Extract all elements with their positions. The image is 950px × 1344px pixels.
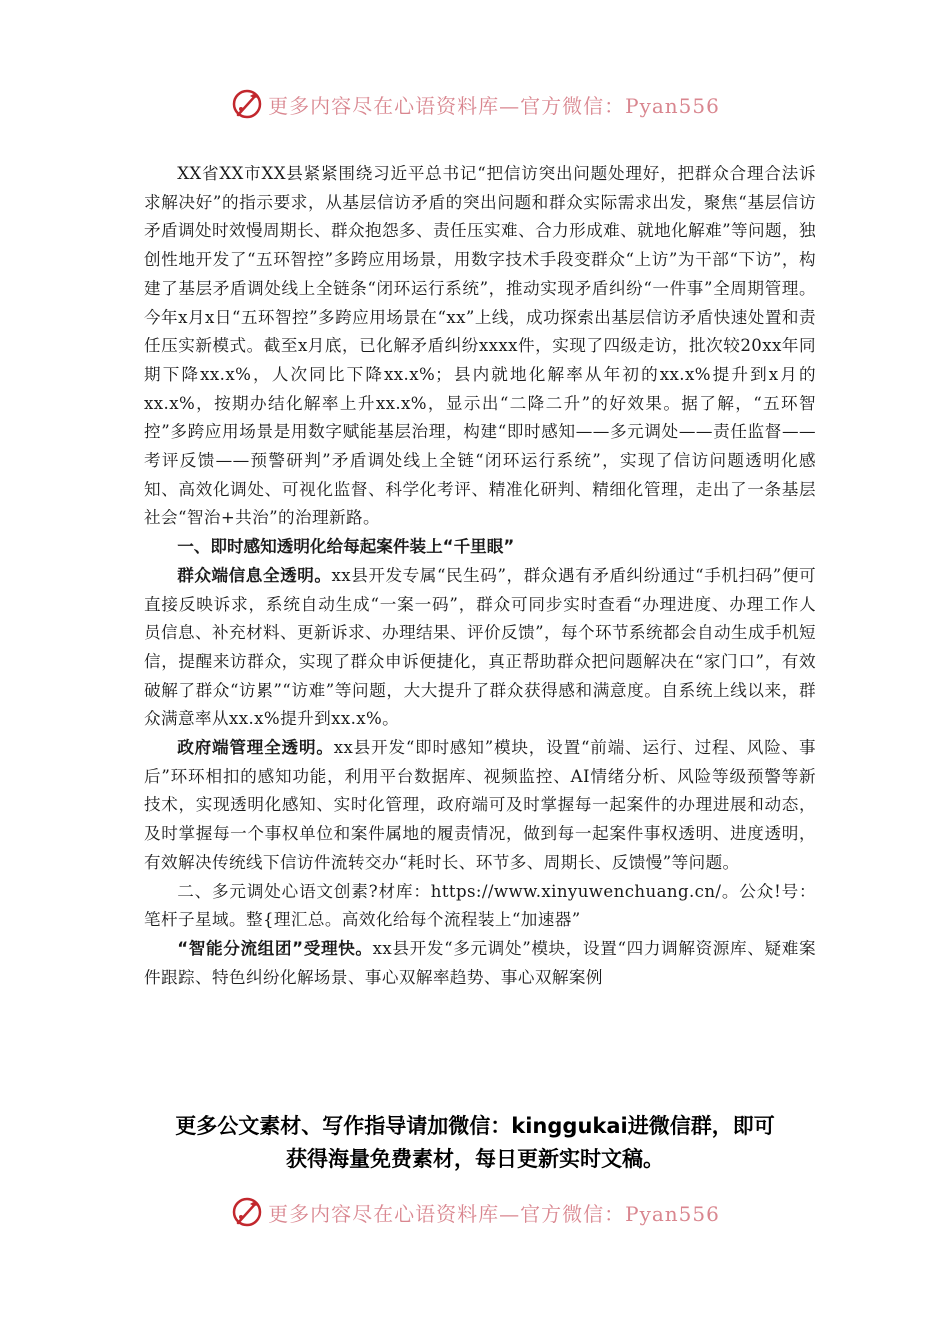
footer-watermark-banner — [0, 1190, 950, 1234]
banner-text: 更多内容尽在心语资料库—官方微信：Pyan556 — [268, 1201, 720, 1226]
section-heading-2: 二、多元调处心语文创素?材库：https://www.xinyuwenchuang.cn/。公众!号：笔杆子星域。整{理汇总。高效化给每个流程装上“加速器” — [144, 881, 816, 930]
pen-logo-icon — [230, 1195, 264, 1229]
section-heading-1: 一、即时感知透明化给每起案件装上“千里眼” — [177, 537, 515, 557]
promo-notice — [0, 1110, 950, 1176]
banner-text: 更多内容尽在心语资料库—官方微信：Pyan556 — [268, 93, 720, 118]
promo-line-1: 更多公文素材、写作指导请加微信：kinggukai进微信群，即可 — [175, 1114, 775, 1138]
paragraph-lead: 政府端管理全透明。 — [177, 738, 334, 758]
paragraph-citizen-side — [144, 562, 816, 734]
paragraph-smart-routing — [144, 935, 816, 992]
paragraph-body: xx县开发“多元调处”模块，设置“四力调解资源库、疑难案件跟踪、特色纠纷化解场景、事心双解率趋势、事心双解案例 — [144, 938, 816, 987]
header-watermark-banner — [0, 82, 950, 126]
paragraph-lead: 群众端信息全透明。 — [177, 565, 332, 585]
paragraph-lead: “智能分流组团”受理快。 — [177, 938, 373, 958]
pen-logo-icon — [230, 87, 264, 121]
paragraph-government-side — [144, 734, 816, 878]
promo-line-2: 获得海量免费素材，每日更新实时文稿。 — [286, 1147, 664, 1171]
paragraph-body: xx县开发“即时感知”模块，设置“前端、运行、过程、风险、事后”环环相扣的感知功能，利用平台数据库、视频监控、AI情绪分析、风险等级预警等新技术，实现透明化感知、实时化管理，政府端可及时掌握每一起案件的办理进展和动态，及时掌握每一个事权单位和案件属地的履责情况，做到每一起案件事权透明、进度透明，有效解决传统线下信访件流转交办“耗时长、环节多、周期长、反馈慢”等问题。 — [144, 738, 816, 872]
intro-paragraph: XX省XX市XX县紧紧围绕习近平总书记“把信访突出问题处理好，把群众合理合法诉求解决好”的指示要求，从基层信访矛盾的突出问题和群众实际需求出发，聚焦“基层信访矛盾调处时效慢周期长、群众抱怨多、责任压实难、合力形成难、就地化解难”等问题，独创性地开发了“五环智控”多跨应用场景，用数字技术手段变群众“上访”为干部“下访”，构建了基层矛盾调处线上全链条“闭环运行系统”，推动实现矛盾纠纷“一件事”全周期管理。今年x月x日“五环智控”多跨应用场景在“xx”上线，成功探索出基层信访矛盾快速处置和责任压实新模式。截至x月底，已化解矛盾纠纷xxxx件，实现了四级走访，批次较20xx年同期下降xx.x%，人次同比下降xx.x%；县内就地化解率从年初的xx.x%提升到x月的xx.x%，按期办结化解率上升xx.x%，显示出“二降二升”的好效果。据了解，“五环智控”多跨应用场景是用数字赋能基层治理，构建“即时感知——多元调处——责任监督——考评反馈——预警研判”矛盾调处线上全链“闭环运行系统”，实现了信访问题透明化感知、高效化调处、可视化监督、科学化考评、精准化研判、精细化管理，走出了一条基层社会“智治+共治”的治理新路。 — [144, 164, 816, 528]
document-body — [144, 160, 816, 992]
paragraph-body: xx县开发专属“民生码”，群众遇有矛盾纠纷通过“手机扫码”便可直接反映诉求，系统自动生成“一案一码”，群众可同步实时查看“办理进度、办理工作人员信息、补充材料、更新诉求、办理结果、评价反馈”，每个环节系统都会自动生成手机短信，提醒来访群众，实现了群众申诉便捷化，真正帮助群众把问题解决在“家门口”，有效破解了群众“访累”“访难”等问题，大大提升了群众获得感和满意度。自系统上线以来，群众满意率从xx.x%提升到xx.x%。 — [144, 565, 816, 729]
